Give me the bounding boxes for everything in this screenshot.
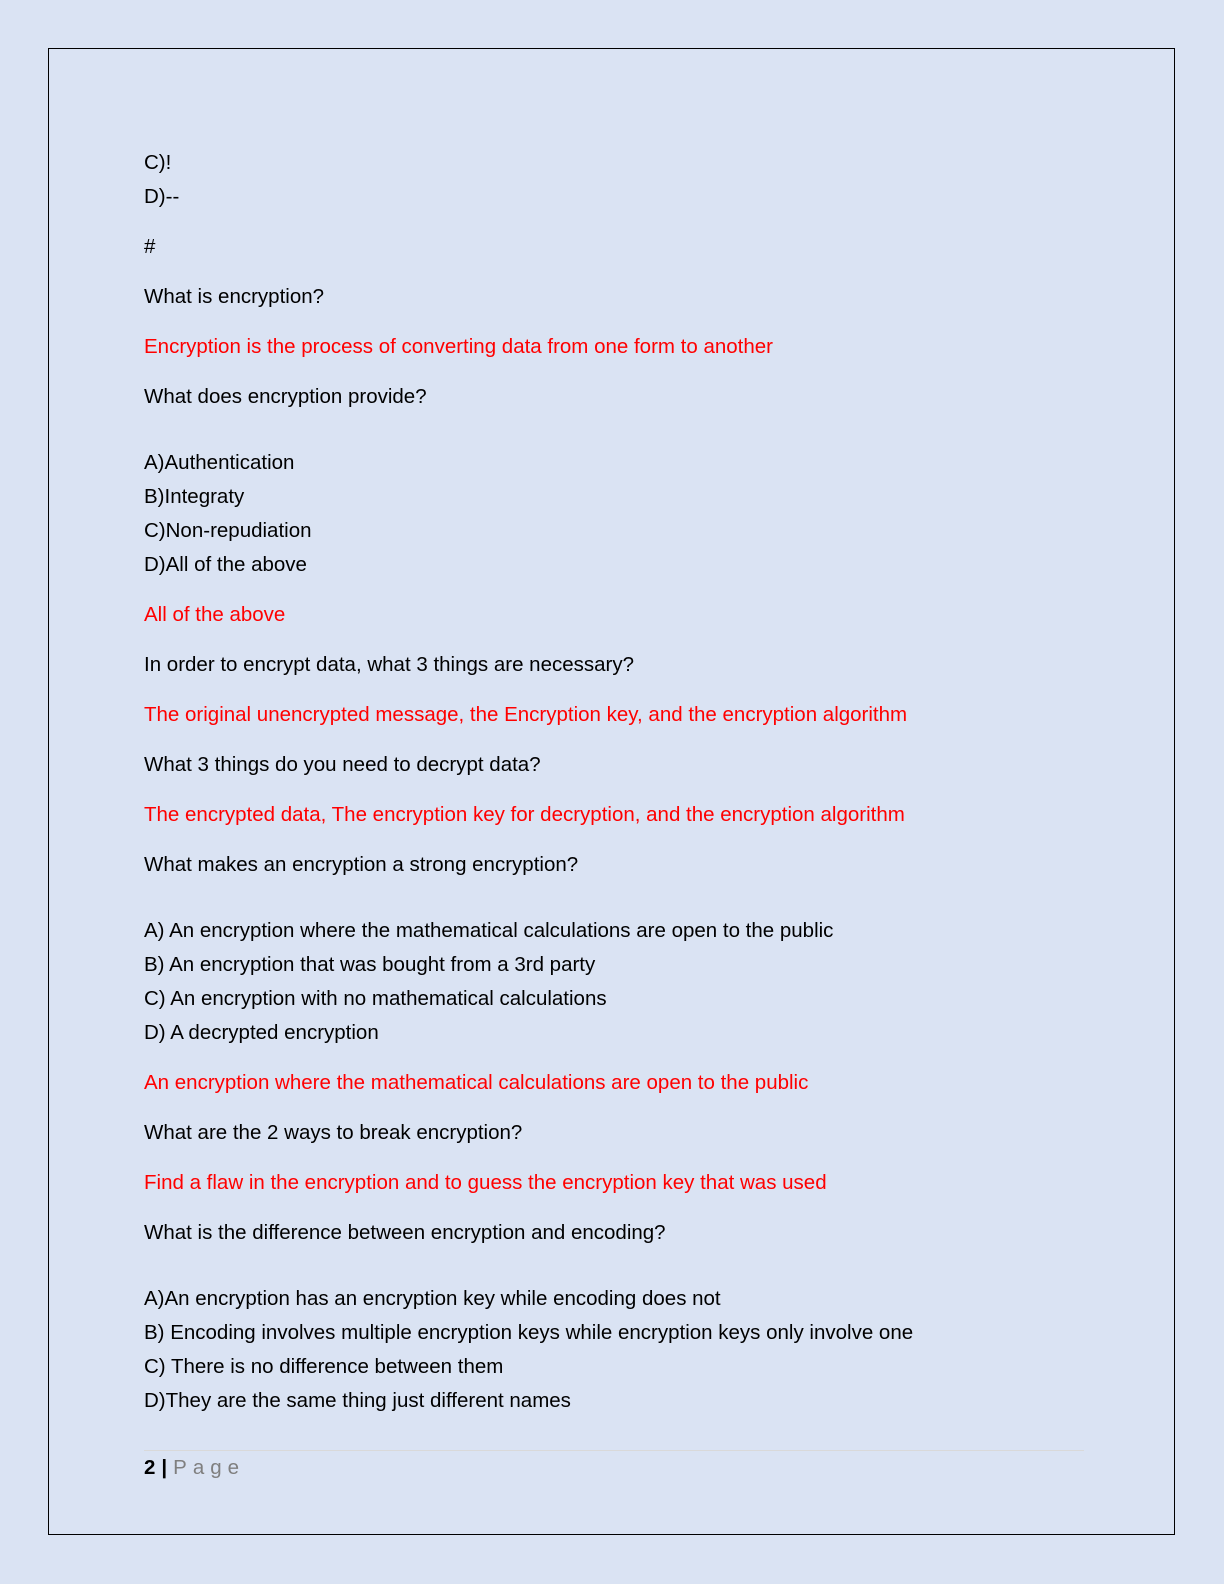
- option-line: A)An encryption has an encryption key while encoding does not: [144, 1287, 721, 1310]
- page-label: Page: [173, 1456, 246, 1479]
- option-line: D) A decrypted encryption: [144, 1021, 379, 1044]
- option-line: A) An encryption where the mathematical calculations are open to the public: [144, 919, 834, 942]
- option-line: C) An encryption with no mathematical calculations: [144, 987, 607, 1010]
- option-line: C)Non-repudiation: [144, 519, 312, 542]
- question-line: In order to encrypt data, what 3 things are necessary?: [144, 653, 634, 676]
- footer-divider: [144, 1450, 1084, 1451]
- answer-line: All of the above: [144, 603, 286, 626]
- section-marker: #: [144, 235, 156, 258]
- question-line: What does encryption provide?: [144, 385, 427, 408]
- document-body: [144, 146, 1084, 1418]
- question-line: What are the 2 ways to break encryption?: [144, 1121, 523, 1144]
- answer-line: The encrypted data, The encryption key for decryption, and the encryption algorithm: [144, 803, 905, 826]
- option-line: D)They are the same thing just different names: [144, 1389, 571, 1412]
- answer-line: Find a flaw in the encryption and to guess the encryption key that was used: [144, 1171, 827, 1194]
- footer-separator: |: [161, 1456, 168, 1479]
- question-line: What is encryption?: [144, 285, 325, 308]
- option-line: D)All of the above: [144, 553, 307, 576]
- question-line: What is the difference between encryption and encoding?: [144, 1221, 666, 1244]
- option-line: D)--: [144, 185, 180, 208]
- option-line: B) An encryption that was bought from a 3rd party: [144, 953, 596, 976]
- option-line: A)Authentication: [144, 451, 295, 474]
- answer-line: An encryption where the mathematical calculations are open to the public: [144, 1071, 809, 1094]
- option-line: C)!: [144, 151, 172, 174]
- page-number: 2: [144, 1456, 156, 1479]
- option-line: B)Integraty: [144, 485, 245, 508]
- page-footer: [144, 1452, 245, 1484]
- question-line: What 3 things do you need to decrypt data?: [144, 753, 541, 776]
- option-line: C) There is no difference between them: [144, 1355, 504, 1378]
- option-line: B) Encoding involves multiple encryption keys while encryption keys only involve one: [144, 1321, 914, 1344]
- answer-line: Encryption is the process of converting data from one form to another: [144, 335, 773, 358]
- question-line: What makes an encryption a strong encryption?: [144, 853, 579, 876]
- answer-line: The original unencrypted message, the Encryption key, and the encryption algorithm: [144, 703, 908, 726]
